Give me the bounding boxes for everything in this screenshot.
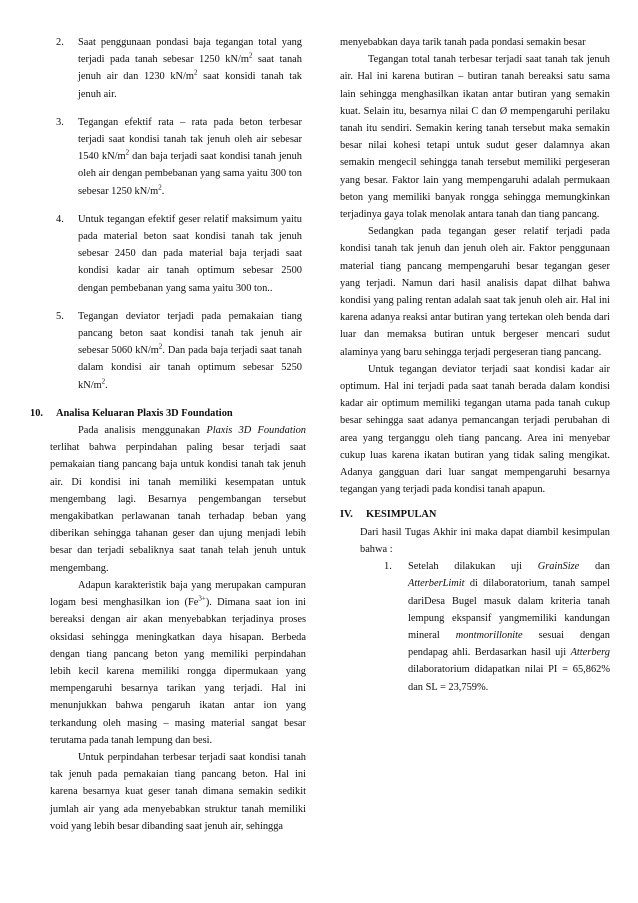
list-item (34, 308, 306, 394)
list-text: Setelah dilakukan uji (408, 561, 538, 573)
section-body (34, 422, 306, 835)
section-title: KESIMPULAN (366, 509, 437, 521)
list-text: . (161, 185, 165, 197)
paragraph-text: ). Dimana saat ion ini bereaksi dengan air akan menyebabkan terjadinya proses oksidasi sehingga meningkatkan daya hisapan. Berbeda dengan tiang pancang beton yang memiliki perpindahan lebih kecil karena memiliki rongga dipermukaan yang mempengaruhi besarnya tarikan yang terjadi. Hal ini menunjukkan bahwa pengaruh ikatan antar ion yang terkandung oleh masing – masing material sangat besar terutama pada tanah lempung dan besi. (50, 597, 306, 746)
software-name: Plaxis 3D Foundation (206, 425, 306, 437)
list-text: di dilaboratorium, tanah sampel dariDesa Bugel masuk dalam kriteria tanah lempung ekspansif yangmemiliki kandungan mineral (408, 578, 610, 641)
list-text: sesuai dengan pendapag ahli. Berdasarkan hasil uji (408, 629, 610, 659)
list-text: . (105, 379, 108, 391)
superscript: 2 (125, 148, 130, 157)
superscript: 2 (248, 51, 253, 60)
list-text: dan baja terjadi saat kondisi tanah jenuh oleh air dengan pembebanan yang sama yaitu 300 ton sebesar 1250 kN/m (78, 151, 302, 197)
paragraph-text: Pada analisis menggunakan (78, 425, 207, 437)
list-text: Tegangan deviator terjadi pada pemakaian tiang pancang beton saat kondisi tanah tak jenuh air sebesar 5060 kN/m (78, 310, 302, 357)
list-item (384, 558, 610, 696)
superscript: 2 (101, 377, 106, 386)
section-heading (30, 405, 306, 422)
section-title: Analisa Keluaran Plaxis 3D Foundation (56, 407, 233, 419)
section-heading (340, 506, 610, 523)
list-number: 4. (56, 213, 64, 225)
term: Atterberg (570, 647, 610, 659)
left-column (30, 34, 306, 835)
paragraph (50, 577, 306, 749)
term: AtterberLimit (408, 578, 465, 590)
paragraph: Untuk perpindahan terbesar terjadi saat kondisi tanah tak jenuh pada pemakaian tiang pancang beton. Hal ini karena besarnya kuat geser tanah dimana semakin sedikit jumlah air yang ada menyebabkan struktur tanah memiliki void yang lebih besar dibanding saat jenuh air, sehingga (50, 751, 306, 832)
conclusion-body (340, 524, 610, 696)
superscript: 2 (158, 183, 162, 192)
superscript: 3+ (198, 594, 206, 603)
list-number: 2. (56, 37, 64, 48)
list-text: dilaboratorium didapatkan nilai PI = 65,862% dan SL = 23,759%. (408, 664, 610, 693)
list-text: . Dan pada baja terjadi saat tanah dalam kondisi air tanah optimum sebesar 5250 kN/m (78, 345, 302, 391)
list-text: Untuk tegangan efektif geser relatif maksimum yaitu pada material beton saat kondisi tanah tak jenuh sebesar 2450 dan pada material baja terjadi saat kondisi kadar air tanah optimum sebesar 2500 dengan pembebanan yang sama yaitu 300 ton.. (78, 213, 302, 294)
section-number: 10. (30, 407, 43, 419)
list-text: Tegangan efektif rata – rata pada beton terbesar terjadi saat kondisi tanah tak jenuh oleh air sebesar 1540 kN/m (78, 116, 302, 163)
list-text: dan (579, 561, 610, 573)
term: montmorillonite (455, 629, 523, 641)
list-item (34, 34, 306, 103)
paragraph-text: Adapun karakteristik baja yang merupakan campuran logam besi menghasilkan ion (Fe (50, 579, 306, 609)
paragraph: Sedangkan pada tegangan geser relatif terjadi pada kondisi tanah tak jenuh dan jenuh oleh air. Faktor penggunaan material tiang pancang mempengaruhi besar tegangan geser yang terjadi. Namun dari hasil analisis dapat dilhat bahwa kondisi yang paling rentan adalah saat tak jenuh oleh air. Hal ini karena adanya reaksi antar butiran yang tertekan oleh benda dari luar dan memaksa butiran untuk bergeser mencari sudut alaminya yang baru sehingga terjadi pergeseran tiang pancang. (340, 226, 610, 358)
list-number: 3. (56, 116, 64, 128)
list-text: saat tanah jenuh air dan 1230 kN/m (78, 54, 302, 83)
term: GrainSize (537, 561, 580, 573)
right-column (340, 34, 610, 696)
results-list (34, 34, 306, 394)
paragraph (50, 422, 306, 577)
paragraph: Untuk tegangan deviator terjadi saat kondisi kadar air optimum. Hal ini terjadi pada saat tanah berada dalam kondisi kadar air optimum memiliki tegangan utama pada tanah cukup besar sehingga saat adanya pemancangan terjadi perubahan di area yang terganggu oleh tiang pancang. Area ini menyebar cukup luas karena ikatan butiran yang tidak saling mengikat. Adanya gangguan dari luar sangat mempengaruhi besarnya tegangan yang terjadi pada kondisi tanah apapun. (340, 363, 610, 496)
list-text: Saat penggunaan pondasi baja tegangan total yang terjadi pada tanah sebesar 1250 kN/m (78, 37, 302, 66)
section-number: IV. (340, 509, 353, 521)
list-item (34, 114, 306, 200)
paragraph: Tegangan total tanah terbesar terjadi saat tanah tak jenuh air. Hal ini karena butiran – butiran tanah bereaksi satu sama lain sehingga menghasilkan ikatan antar butiran yang semakin kuat. Selain itu, besarnya nilai C dan Ø mempengaruhi perilaku tanah itu sendiri. Semakin kering tanah tersebut maka semakin besar nilai kohesi tetapi untuk sudut geser dalamnya akan semakin mengecil sehingga tanah tersebut memiliki pergeseran yang besar. Faktor lain yang mempengaruhi adalah permukaan beton yang memiliki banyak rongga sehingga memungkinkan terjadinya gaya tolak menolak antara tanah dan tiang pancang. (340, 54, 610, 221)
superscript: 2 (158, 342, 163, 351)
conclusion-list (360, 558, 610, 696)
list-item (34, 211, 306, 297)
paragraph: menyebabkan daya tarik tanah pada pondasi semakin besar (340, 37, 586, 48)
list-number: 5. (56, 310, 64, 322)
paragraph: Dari hasil Tugas Akhir ini maka dapat diambil kesimpulan bahwa : (360, 526, 610, 555)
paragraph-text: terlihat bahwa perpindahan paling besar terjadi saat pemakaian tiang pancang baja untuk kondisi tanah tak jenuh air. Di kondisi ini tanah memiliki kesempatan untuk mengembang lagi. Besarnya pengembangan tersebut mengakibatkan perlawanan tanah terhadap beban yang diberikan sehingga tahanan geser dan ujung menjadi lebih besar dan terjadi sebaliknya saat tanah telah jenuh untuk mengembang. (50, 442, 306, 574)
list-number: 1. (384, 561, 392, 573)
list-text: saat konsidi tanah tak jenuh air. (78, 71, 303, 100)
superscript: 2 (194, 68, 198, 77)
